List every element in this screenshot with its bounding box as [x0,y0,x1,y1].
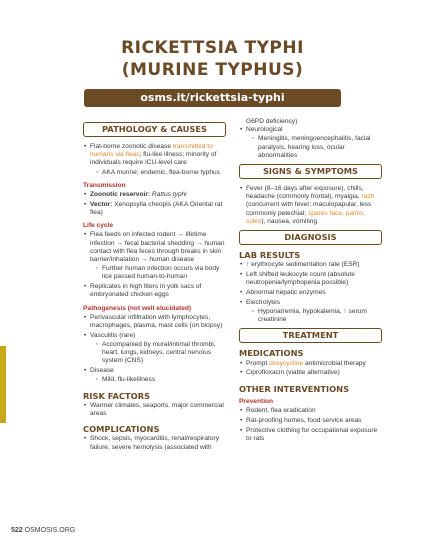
list-item: • Zoonotic reservoir: Rattus typhi [90,191,226,199]
continued-text: G6PD deficiency) [246,118,298,125]
site-name: OSMOSIS.ORG [24,527,76,534]
pathology-list [83,143,226,177]
pathology-heading: PATHOLOGY & CAUSES [83,122,226,137]
list-item: • Rodent, flea eradication [246,407,382,415]
treatment-heading: TREATMENT [239,328,382,343]
page-edge-tab [0,346,6,423]
list-item: • Replicates in high titers in yolk sacs of embryonated chicken eggs [90,283,226,299]
left-column [83,118,226,453]
list-item: ◦ Meningitis, meningoencephalitis, facial paralysis, hearing loss, ocular abnormalities [258,135,382,160]
list-item: • Prompt doxycycline antimicrobial therapy [246,360,382,368]
list-item: • Perivascular infiltration with lymphocytes, macrophages, plasma, mast cells (on biopsy) [90,314,226,330]
pathogenesis-heading: Pathogenesis (not well elucidated) [83,304,192,312]
page-number: 522 [11,527,23,534]
prevention-heading: Prevention [239,397,274,405]
page-title-line1: RICKETTSIA TYPHI [121,38,304,58]
complications-heading: COMPLICATIONS [83,424,160,435]
other-interventions-heading: OTHER INTERVENTIONS [239,383,350,394]
right-column [239,118,382,445]
risk-factors-heading: RISK FACTORS [83,390,151,401]
url-banner[interactable]: osms.it/rickettsia-typhi [84,89,341,107]
page-footer [11,527,75,534]
list-item: ◦ Mild, flu-likeillness [102,376,226,384]
list-item: • Vector: Xenopsylla cheopis (AKA Oriental rat flea) [90,201,226,217]
list-item: • Disease ◦ Mild, flu-likeillness [90,367,226,384]
list-item: • Left shifted leukocyte count (absolute neutropenia/lymphopenia possible) [246,271,382,287]
list-item: ◦ Further human infection occurs via body lice passed human-to-human [102,265,226,281]
list-item: ◦ AKA murine; endemic, flea-borne typhus [102,169,226,177]
transmission-heading: Transmission [83,181,126,189]
diagnosis-heading: DIAGNOSIS [239,230,382,245]
lab-results-heading: LAB RESULTS [239,250,301,261]
list-item: • Flea feeds on infected rodent → lifetime infection → fecal bacterial shedding → human contact with flea feces through breaks in skin barrier/inhalation → human disease ◦ Further human infection occurs via body lice passed human-to-human [90,231,226,281]
list-item: • ↑ erythrocyte sedimentation rate (ESR) [246,261,382,269]
medications-heading: MEDICATIONS [239,348,304,359]
list-item: • Warmer climates, seaports, major commercial areas [90,402,226,418]
list-item: • Electrolytes ◦ Hyponatremia, hypokalemia, ↑ serum creatinine [246,299,382,325]
list-item: • Vasculitis (rare) ◦ Accompanied by mural/intimal thrombi, heart, lungs, kidneys, central nervous system (CNS) [90,332,226,366]
list-item: • Shock, sepsis, myocarditis, renal/respiratory failure, severe hemolysis (associated with [90,435,226,451]
list-item: • Fever (8–16 days after exposure), chills, headache (commonly frontal), myalgia, rash (concurrent with fever; maculopapular, less commonly petechial; spares face, palms, soles), nausea, vomiting [246,185,382,226]
page-title-line2: (MURINE TYPHUS) [121,60,304,80]
life-cycle-heading: Life cycle [83,222,114,230]
list-item: • Rat-proofing homes, food service areas [246,417,382,425]
list-item: • Ciprofloxacin (viable alternative) [246,369,382,377]
list-item: ◦ Accompanied by mural/intimal thrombi, heart, lungs, kidneys, central nervous system (CNS) [102,341,226,366]
signs-symptoms-heading: SIGNS & SYMPTOMS [239,164,382,179]
list-item: ◦ Hyponatremia, hypokalemia, ↑ serum creatinine [258,308,382,324]
list-item: • Protective clothing for occupational exposure to rats [246,427,382,443]
list-item: • Neurological ◦ Meningitis, meningoencephalitis, facial paralysis, hearing loss, ocular abnormalities [246,126,382,160]
list-item: • Abnormal hepatic enzymes [246,289,382,297]
list-item: • Flat-borne zoonotic disease transmitted to humans via fleas; flu-like illness; minority of individuals require ICU-level care ◦ AKA murine; endemic, flea-borne typhus [90,143,226,177]
